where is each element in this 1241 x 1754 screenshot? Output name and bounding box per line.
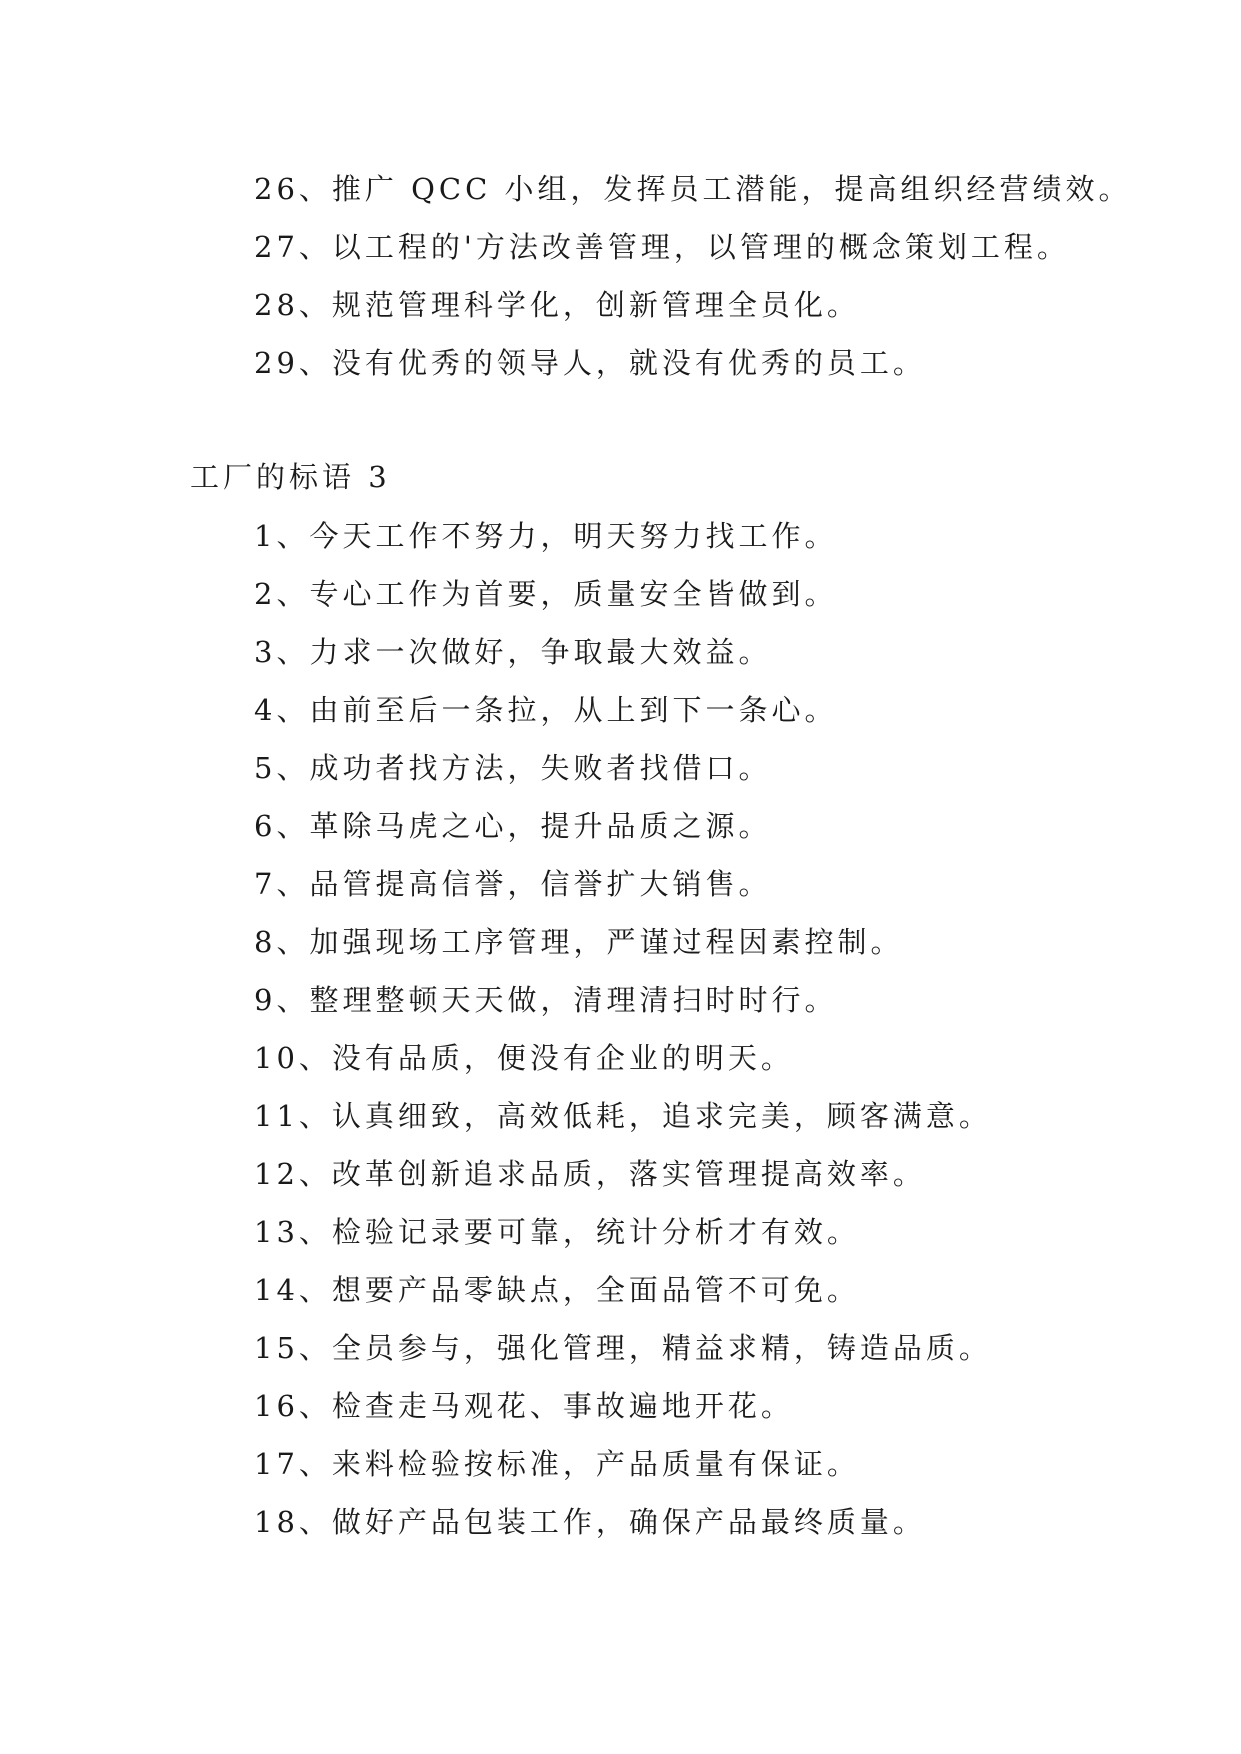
list-item: 1、今天工作不努力，明天努力找工作。	[254, 519, 838, 553]
list-item: 27、以工程的'方法改善管理，以管理的概念策划工程。	[254, 230, 1070, 264]
list-item: 11、认真细致，高效低耗，追求完美，顾客满意。	[254, 1099, 992, 1133]
list-item: 10、没有品质，便没有企业的明天。	[254, 1041, 794, 1075]
list-item: 5、成功者找方法，失败者找借口。	[254, 751, 772, 785]
slogan-list	[0, 507, 1241, 1551]
list-item: 26、推广 QCC 小组，发挥员工潜能，提高组织经营绩效。	[254, 172, 1132, 206]
continued-slogan-list	[0, 160, 1241, 392]
section-heading-block	[0, 448, 1241, 506]
list-item: 9、整理整顿天天做，清理清扫时时行。	[254, 983, 838, 1017]
list-item: 13、检验记录要可靠，统计分析才有效。	[254, 1215, 860, 1249]
list-item: 29、没有优秀的领导人，就没有优秀的员工。	[254, 346, 926, 380]
list-item: 15、全员参与，强化管理，精益求精，铸造品质。	[254, 1331, 992, 1365]
list-item: 8、加强现场工序管理，严谨过程因素控制。	[254, 925, 904, 959]
list-item: 6、革除马虎之心，提升品质之源。	[254, 809, 772, 843]
list-item: 17、来料检验按标准，产品质量有保证。	[254, 1447, 860, 1481]
list-item: 4、由前至后一条拉，从上到下一条心。	[254, 693, 838, 727]
list-item: 28、规范管理科学化，创新管理全员化。	[254, 288, 860, 322]
list-item: 12、改革创新追求品质，落实管理提高效率。	[254, 1157, 926, 1191]
list-item: 18、做好产品包装工作，确保产品最终质量。	[254, 1505, 926, 1539]
list-item: 3、力求一次做好，争取最大效益。	[254, 635, 772, 669]
list-item: 2、专心工作为首要，质量安全皆做到。	[254, 577, 838, 611]
section-title: 工厂的标语 3	[190, 460, 391, 494]
list-item: 16、检查走马观花、事故遍地开花。	[254, 1389, 794, 1423]
list-item: 14、想要产品零缺点，全面品管不可免。	[254, 1273, 860, 1307]
list-item: 7、品管提高信誉，信誉扩大销售。	[254, 867, 772, 901]
